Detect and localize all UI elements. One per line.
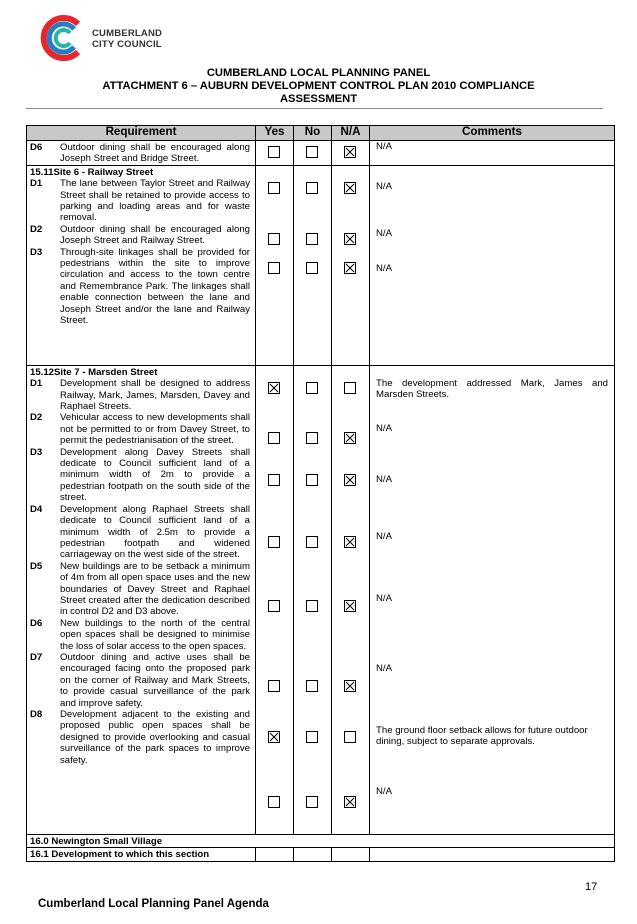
control-text: Through-site linkages shall be provided for pedestrians within the site to improve circulation and access to the town centre and Remembrance Park. The linkages shall enable connection between the lane and Joseph Street and/or the lane and Railway Street.: [60, 246, 250, 327]
comment-text: N/A: [376, 422, 392, 434]
page-number: 17: [585, 881, 598, 893]
comment-text: N/A: [376, 180, 392, 192]
cumberland-logo-icon: [38, 14, 86, 62]
na-checkbox-checked[interactable]: [344, 474, 356, 486]
comment-cell: [370, 165, 615, 365]
na-checkbox-checked[interactable]: [344, 680, 356, 692]
comment-text: N/A: [376, 662, 392, 674]
control-text: Outdoor dining shall be encouraged along Joseph Street and Railway Street.: [60, 223, 250, 247]
header-rule: [26, 108, 603, 109]
section-heading: 15.12Site 7 - Marsden Street: [30, 366, 158, 378]
control-code: D3: [30, 446, 43, 458]
footer-title: Cumberland Local Planning Panel Agenda: [38, 898, 269, 910]
na-checkbox-checked[interactable]: [344, 432, 356, 444]
yes-checkbox[interactable]: [268, 432, 280, 444]
control-code: D4: [30, 503, 43, 515]
yes-cell: [256, 141, 294, 166]
comment-cell: [370, 848, 615, 861]
comment-text: N/A: [376, 473, 392, 485]
logo-line-2: CITY COUNCIL: [92, 39, 162, 50]
col-no: No: [294, 126, 332, 141]
no-checkbox[interactable]: [306, 796, 318, 808]
no-checkbox[interactable]: [306, 262, 318, 274]
comment-cell: [370, 365, 615, 834]
control-text: The lane between Taylor Street and Railway Street shall be retained to provide access to parking and loading areas and for waste removal.: [60, 178, 250, 224]
logo-line-1: CUMBERLAND: [92, 28, 163, 39]
control-text: Outdoor dining shall be encouraged along Joseph Street and Bridge Street.: [60, 142, 250, 165]
comment-text: N/A: [376, 227, 392, 239]
control-text: Vehicular access to new developments shall not be permitted to or from Davey Street, to permit the pedestrianisation of the street.: [60, 412, 250, 447]
no-checkbox[interactable]: [306, 146, 318, 158]
yes-checkbox-checked[interactable]: [268, 382, 280, 394]
header-line-3: ASSESSMENT: [279, 93, 358, 105]
col-comments: Comments: [370, 126, 615, 141]
col-requirement: Requirement: [27, 126, 256, 141]
no-checkbox[interactable]: [306, 600, 318, 612]
header-line-1: CUMBERLAND LOCAL PLANNING PANEL: [206, 67, 431, 79]
na-checkbox-checked[interactable]: [344, 233, 356, 245]
no-cell: [294, 365, 332, 834]
comment-text: N/A: [376, 592, 392, 604]
col-na: N/A: [332, 126, 370, 141]
yes-cell: [256, 165, 294, 365]
na-cell: [332, 365, 370, 834]
requirement-cell: [27, 165, 256, 365]
comment-text: N/A: [376, 530, 392, 542]
control-text: Outdoor dining and active uses shall be encouraged facing onto the proposed park on the corner of Railway and Mark Streets, to provide casual surveillance of the park and improve safety.: [60, 651, 250, 709]
requirement-cell: [27, 365, 256, 834]
control-text: New buildings to the north of the central open spaces shall be designed to minimise the loss of solar access to the open spaces.: [60, 617, 250, 652]
yes-checkbox[interactable]: [268, 233, 280, 245]
comment-cell: N/A: [370, 141, 615, 166]
table-row-16-1: [27, 848, 615, 861]
yes-checkbox[interactable]: [268, 146, 280, 158]
yes-checkbox[interactable]: [268, 182, 280, 194]
yes-checkbox[interactable]: [268, 474, 280, 486]
control-code: D2: [30, 412, 43, 424]
no-cell: [294, 165, 332, 365]
logo-text: [92, 28, 162, 50]
na-checkbox-checked[interactable]: [344, 600, 356, 612]
na-checkbox-checked[interactable]: [344, 262, 356, 274]
control-text: Development along Raphael Streets shall dedicate to Council sufficient land of a minimum width of 2.5m to provide a pedestrian footpath and widened carriageway on the west side of the street.: [60, 503, 250, 561]
table-row: [27, 141, 615, 166]
comment-text: N/A: [376, 785, 392, 797]
control-text: New buildings are to be setback a minimum of 4m from all open space uses and the new boundaries of Davey Street and Raphael Street created after the dedication described in control D2 and D3 above.: [60, 560, 250, 618]
table-header-row: [27, 126, 615, 141]
no-checkbox[interactable]: [306, 731, 318, 743]
na-cell: [332, 141, 370, 166]
control-text: Development shall be designed to address Railway, Mark, James, Marsden, Davey and Raphael Streets.: [60, 378, 250, 413]
compliance-table: [26, 125, 615, 862]
na-cell: [332, 848, 370, 861]
control-code: D8: [30, 709, 43, 720]
control-code: D1: [30, 178, 43, 190]
control-code: D1: [30, 378, 43, 390]
na-cell: [332, 165, 370, 365]
header-line-2: ATTACHMENT 6 – AUBURN DEVELOPMENT CONTROL PLAN 2010 COMPLIANCE: [102, 80, 535, 92]
na-checkbox-checked[interactable]: [344, 796, 356, 808]
comment-text: The ground floor setback allows for future outdoor dining, subject to separate approvals.: [376, 724, 588, 748]
yes-checkbox-checked[interactable]: [268, 731, 280, 743]
no-checkbox[interactable]: [306, 182, 318, 194]
control-code: D7: [30, 651, 43, 663]
section-heading: 15.11Site 6 - Railway Street: [30, 166, 154, 178]
yes-checkbox[interactable]: [268, 600, 280, 612]
section-heading: 16.0 Newington Small Village: [27, 834, 615, 847]
yes-checkbox[interactable]: [268, 262, 280, 274]
no-checkbox[interactable]: [306, 382, 318, 394]
table-row-site7: [27, 365, 615, 834]
na-checkbox-checked[interactable]: [344, 146, 356, 158]
no-checkbox[interactable]: [306, 233, 318, 245]
section-heading: 16.1 Development to which this section: [27, 848, 256, 861]
yes-checkbox[interactable]: [268, 680, 280, 692]
control-text: Development adjacent to the existing and proposed public open spaces shall be designed to provide overlooking and casual surveillance of the park spaces to improve safety.: [60, 709, 250, 766]
no-checkbox[interactable]: [306, 432, 318, 444]
yes-checkbox[interactable]: [268, 536, 280, 548]
control-code: D2: [30, 223, 43, 235]
control-code: D6: [30, 617, 43, 629]
na-checkbox[interactable]: [344, 731, 356, 743]
col-yes: Yes: [256, 126, 294, 141]
table-row-site6: [27, 165, 615, 365]
no-cell: [294, 848, 332, 861]
control-code: D3: [30, 246, 43, 258]
comment-text: The development addressed Mark, James and Marsden Streets.: [376, 377, 608, 401]
control-text: Development along Davey Streets shall dedicate to Council sufficient land of a minimum width of 2m to provide a pedestrian footpath on the south side of the street.: [60, 446, 250, 504]
requirement-cell: [27, 141, 256, 166]
comment-text: N/A: [376, 262, 392, 274]
na-checkbox[interactable]: [344, 382, 356, 394]
no-checkbox[interactable]: [306, 536, 318, 548]
na-checkbox-checked[interactable]: [344, 182, 356, 194]
na-checkbox-checked[interactable]: [344, 536, 356, 548]
control-code: D6: [30, 142, 43, 153]
no-cell: [294, 141, 332, 166]
yes-cell: [256, 365, 294, 834]
no-checkbox[interactable]: [306, 680, 318, 692]
no-checkbox[interactable]: [306, 474, 318, 486]
table-row-16-0: [27, 834, 615, 847]
yes-checkbox[interactable]: [268, 796, 280, 808]
control-code: D5: [30, 560, 43, 572]
yes-cell: [256, 848, 294, 861]
